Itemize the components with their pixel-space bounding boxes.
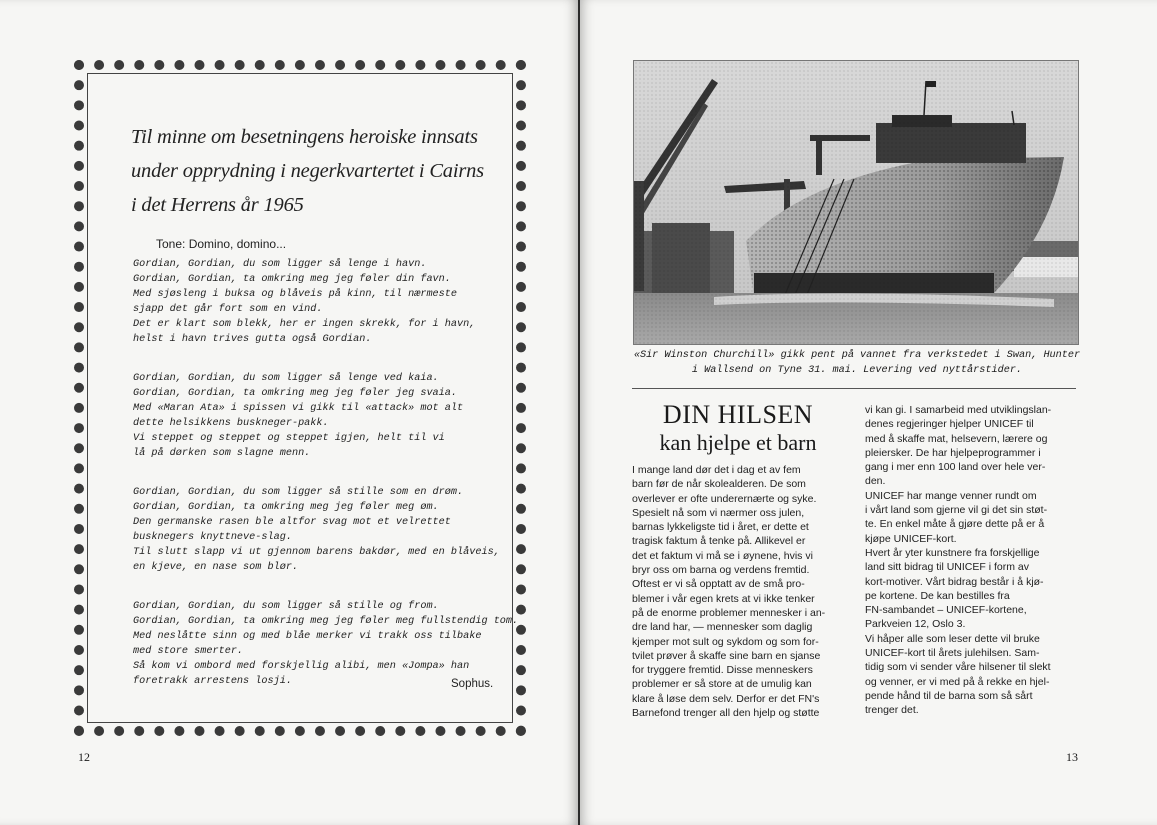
verse-line: Med sjøsleng i buksa og blåveis på kinn, til nærmeste <box>133 289 458 300</box>
text-line: dre land har, — mennesker som daglig <box>632 621 813 634</box>
text-line: klare å løse dem selv. Derfor er det FN's <box>632 692 820 705</box>
verse-line: Til slutt slapp vi ut gjennom barens bakdør, med en blåveis, <box>133 547 500 558</box>
text-line: land sitt bidrag til UNICEF i form av <box>865 561 1029 574</box>
text-line: pleiersker. De har hjelpeprogrammer i <box>865 446 1041 459</box>
text-line: kjemper mot sult og sykdom og som for- <box>632 635 819 648</box>
verse-line: busknegers knyttneve-slag. <box>133 532 292 543</box>
verse-line: Vi steppet og steppet og steppet igjen, helt til vi <box>133 433 445 444</box>
verse-line: helst i havn trives gutta også Gordian. <box>133 334 372 345</box>
text-line: tvilet prøver å skaffe sine barn en sjanse <box>632 649 821 662</box>
caption-line: «Sir Winston Churchill» gikk pent på vannet fra verkstedet i Swan, Hunter <box>633 350 1081 361</box>
text-line: trenger det. <box>865 704 919 717</box>
text-line: UNICEF har mange venner rundt om <box>865 489 1037 502</box>
verse-line: Gordian, Gordian, du som ligger så lenge i havn. <box>133 259 427 270</box>
headline-main: DIN HILSEN <box>662 400 814 429</box>
text-line: med å skaffe mat, helsevern, lærere og <box>865 432 1048 445</box>
verse-line: Gordian, Gordian, du som ligger så stille og from. <box>133 601 439 612</box>
tune-note: Tone: Domino, domino... <box>156 237 287 251</box>
verse-line: lå på dørken som slagne menn. <box>133 448 311 459</box>
text-line: blemer i vår egen krets at vi ikke tenker <box>632 592 815 605</box>
article-column-2 <box>865 403 1079 718</box>
ship-launch-photo <box>633 60 1079 345</box>
text-line: pende hånd til de barna som så sårt <box>865 689 1033 702</box>
headline-sub: kan hjelpe et barn <box>659 430 817 455</box>
verse-line: Med neslåtte sinn og med blåe merker vi trakk oss tilbake <box>133 631 482 642</box>
photo-caption <box>632 348 1082 378</box>
text-line: te. En enkel måte å gjøre dette på er å <box>865 518 1045 531</box>
text-line: Vi håper alle som leser dette vil bruke <box>865 632 1040 645</box>
dedication-heading <box>131 120 491 222</box>
text-line: I mange land dør det i dag et av fem <box>632 464 801 476</box>
page-number: 12 <box>78 750 90 764</box>
text-line: Barnefond trenger all den hjelp og støtte <box>632 707 820 720</box>
verse-line: Gordian, Gordian, ta omkring meg jeg føler meg fullstendig tom. <box>133 616 519 627</box>
verse-line: Gordian, Gordian, ta omkring meg jeg føler meg øm. <box>133 502 439 513</box>
stanza-2 <box>133 371 463 461</box>
verse-line: dette helsikkens buskneger-pakk. <box>133 418 329 429</box>
text-line: Hvert år yter kunstnere fra forskjellige <box>865 546 1040 559</box>
article-column-1 <box>632 463 846 720</box>
verse-line: Så kom vi ombord med forskjellig alibi, men «Jompa» han <box>133 661 470 672</box>
text-line: og venner, er vi med på å rekke en hjel- <box>865 675 1050 688</box>
caption-line: i Wallsend on Tyne 31. mai. Levering ved nyttårstider. <box>691 365 1023 376</box>
left-page <box>0 0 578 825</box>
text-line: kjøpe UNICEF-kort. <box>865 532 957 545</box>
text-line: det et faktum vi må se i øynene, hvis vi <box>632 549 813 562</box>
verse-line: med store smerter. <box>133 646 244 657</box>
page-number: 13 <box>1066 750 1078 764</box>
text-line: tidig som vi sender våre hilsener til slekt <box>865 661 1051 674</box>
verse-line: Gordian, Gordian, ta omkring meg jeg føler din favn. <box>133 274 451 285</box>
verse-line: Den germanske rasen ble altfor svag mot et velrettet <box>133 517 451 528</box>
text-line: denes regjeringer hjelper UNICEF til <box>865 418 1034 431</box>
verse-line: Gordian, Gordian, du som ligger så stille som en drøm. <box>133 487 464 498</box>
text-line: pe kortene. De kan bestilles fra <box>865 589 1010 602</box>
verse-line: Gordian, Gordian, ta omkring meg jeg føler jeg svaia. <box>133 388 458 399</box>
verse-line: sjapp det går fort som en vind. <box>133 304 323 315</box>
text-line: Spesielt nå som vi nærmer oss julen, <box>632 506 805 519</box>
text-line: på de enorme problemer mennesker i an- <box>632 606 826 619</box>
text-line: gang i mer enn 100 land over hele ver- <box>865 461 1046 474</box>
signature: Sophus. <box>451 678 494 690</box>
text-line: UNICEF-kort til årets julehilsen. Sam- <box>865 647 1040 660</box>
divider-line <box>632 388 1076 389</box>
stanza-4 <box>133 599 518 689</box>
stanza-3 <box>133 485 500 575</box>
text-line: overlever er ofte underernærte og syke. <box>632 492 817 505</box>
dedication-line: Til minne om besetningens heroiske innsats <box>131 126 478 148</box>
text-line: FN-sambandet – UNICEF-kortene, <box>865 604 1027 617</box>
text-line: tragisk faktum å tenke på. Allikevel er <box>632 535 806 548</box>
verse-line: Med «Maran Ata» i spissen vi gikk til «attack» mot alt <box>133 403 464 414</box>
stanza-1 <box>133 257 475 347</box>
right-page <box>580 0 1157 825</box>
text-line: problemer er så store at de umulig kan <box>632 678 812 691</box>
verse-line: en kjeve, en nase som blør. <box>133 562 299 573</box>
text-line: bryr oss om barna og verdens fremtid. <box>632 564 810 577</box>
verse-line: Det er klart som blekk, her er ingen skrekk, for i havn, <box>133 319 476 330</box>
text-line: for tryggere fremtid. Disse menneskers <box>632 664 813 677</box>
text-line: Parkveien 12, Oslo 3. <box>865 618 966 631</box>
text-line: Oftest er vi så opptatt av de små pro- <box>632 578 805 591</box>
text-line: i vårt land som gjerne vil gi det sin støt- <box>865 504 1048 517</box>
verse-line: Gordian, Gordian, du som ligger så lenge ved kaia. <box>133 373 439 384</box>
article-headline <box>648 400 828 456</box>
dedication-line: i det Herrens år 1965 <box>131 194 304 216</box>
verse-line: foretrakk arrestens losji. <box>133 676 292 687</box>
text-line: vi kan gi. I samarbeid med utviklingslan- <box>865 404 1052 416</box>
dedication-line: under opprydning i negerkvartertet i Cairns <box>131 160 484 182</box>
text-line: barn før de når skolealderen. De som <box>632 478 806 491</box>
text-line: kort-motiver. Vårt bidrag består i å kjø- <box>865 575 1044 588</box>
text-line: barnas lykkeligste tid i året, er dette et <box>632 521 809 534</box>
text-line: den. <box>865 475 886 488</box>
